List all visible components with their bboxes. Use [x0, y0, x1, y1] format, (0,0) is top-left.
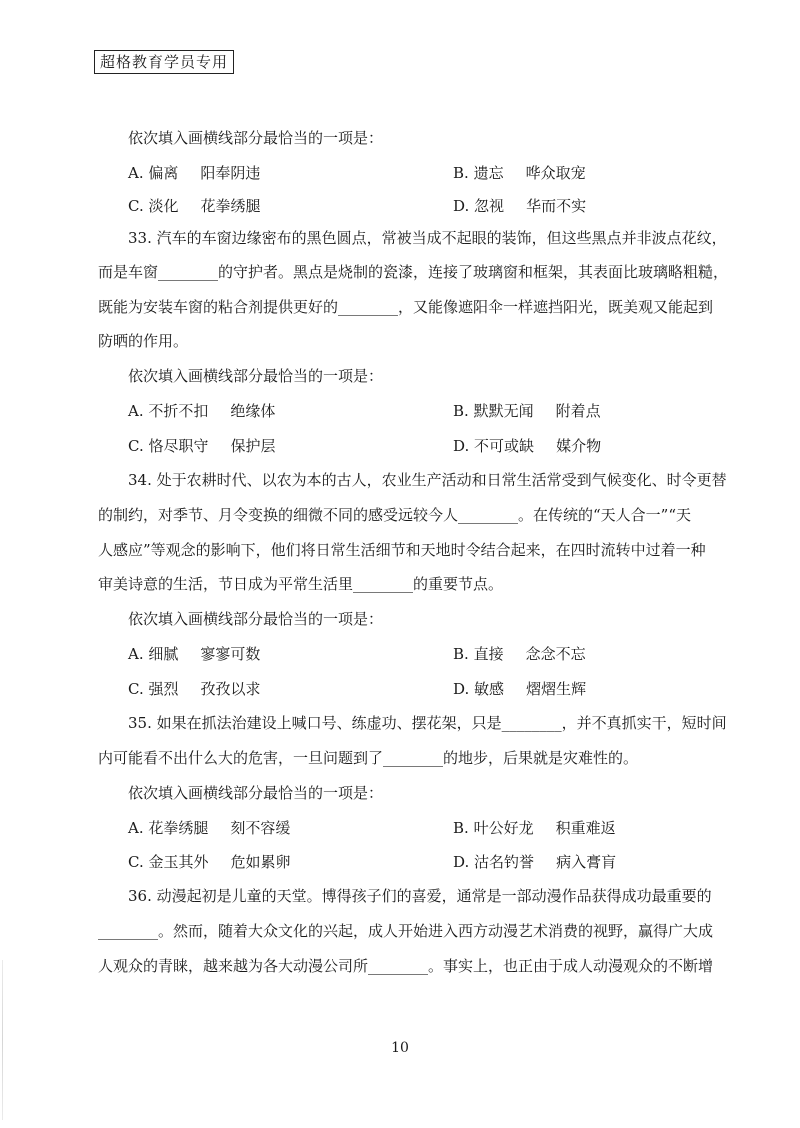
q34-stem-line: 的制约，对季节、月令变换的细微不同的感受远较今人________。在传统的“天人合一”“天 [98, 506, 692, 524]
q35-option-d: D. 沽名钓誉 病入膏肓 [453, 853, 617, 871]
q34-option-a: A. 细腻 寥寥可数 [128, 645, 261, 663]
q33-option-b: B. 默默无闻 附着点 [453, 402, 601, 420]
q32-option-d: D. 忽视 华而不实 [453, 197, 587, 215]
q36-stem-line: 人观众的青睐，越来越为各大动漫公司所________。事实上，也正由于成人动漫观众的不断增 [98, 957, 714, 975]
q34-prompt: 依次填入画横线部分最恰当的一项是： [128, 610, 384, 628]
q34-stem-line: 审美诗意的生活，节日成为平常生活里________的重要节点。 [98, 575, 504, 593]
q35-option-c: C. 金玉其外 危如累卵 [128, 853, 291, 871]
q32-option-b: B. 遗忘 哗众取宠 [453, 164, 586, 182]
q32-option-c: C. 淡化 花拳绣腿 [128, 197, 261, 215]
q35-option-a: A. 花拳绣腿 刻不容缓 [128, 819, 291, 837]
q34-option-d: D. 敏感 熠熠生辉 [453, 680, 587, 698]
q33-option-a: A. 不折不扣 绝缘体 [128, 402, 276, 420]
q33-option-c: C. 恪尽职守 保护层 [128, 437, 276, 455]
q36-stem-line: 36. 动漫起初是儿童的天堂。博得孩子们的喜爱，通常是一部动漫作品获得成功最重要的 [128, 887, 712, 905]
q33-stem-line: 既能为安装车窗的粘合剂提供更好的________，又能像遮阳伞一样遮挡阳光，既美观又能起到 [98, 298, 714, 316]
scan-edge-artifact [2, 960, 3, 1120]
q33-prompt: 依次填入画横线部分最恰当的一项是： [128, 367, 384, 385]
q33-stem-line: 33. 汽车的车窗边缘密布的黑色圆点，常被当成不起眼的装饰，但这些黑点并非波点花纹， [128, 229, 727, 247]
q35-prompt: 依次填入画横线部分最恰当的一项是： [128, 784, 384, 802]
q34-option-c: C. 强烈 孜孜以求 [128, 680, 261, 698]
q35-stem-line: 35. 如果在抓法治建设上喊口号、练虚功、摆花架，只是________，并不真抓实干，短时间 [128, 714, 727, 732]
q33-option-d: D. 不可或缺 媒介物 [453, 437, 602, 455]
q34-stem-line: 人感应”等观念的影响下，他们将日常生活细节和天地时令结合起来，在四时流转中过着一种 [98, 541, 706, 559]
q32-prompt: 依次填入画横线部分最恰当的一项是： [128, 129, 384, 147]
q33-stem-line: 而是车窗________的守护者。黑点是烧制的瓷漆，连接了玻璃窗和框架，其表面比玻璃略粗糙， [98, 263, 729, 281]
page-number: 10 [391, 1040, 409, 1056]
q36-stem-line: ________。然而，随着大众文化的兴起，成人开始进入西方动漫艺术消费的视野，赢得广大成 [98, 922, 714, 940]
q32-option-a: A. 偏离 阳奉阴违 [128, 164, 261, 182]
q35-stem-line: 内可能看不出什么大的危害，一旦问题到了________的地步，后果就是灾难性的。 [98, 749, 639, 767]
q34-stem-line: 34. 处于农耕时代、以农为本的古人，农业生产活动和日常生活常受到气候变化、时令更替 [128, 471, 727, 489]
q34-option-b: B. 直接 念念不忘 [453, 645, 586, 663]
q35-option-b: B. 叶公好龙 积重难返 [453, 819, 616, 837]
q33-stem-line: 防晒的作用。 [98, 332, 189, 350]
header-label: 超格教育学员专用 [94, 50, 234, 74]
